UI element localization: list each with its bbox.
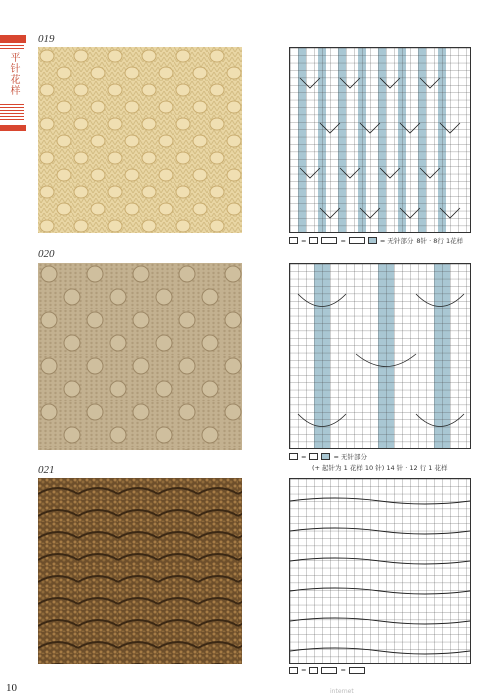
pattern-number: 020	[38, 248, 55, 260]
watermark: internet	[330, 688, 354, 695]
side-tab-lines	[0, 45, 24, 51]
legend-symbol-blank	[289, 453, 298, 460]
legend-symbol-dash	[309, 667, 318, 674]
chart-subnote-020: (+ 起针为 1 花样 10 针) 14 针 · 12 行 1 花样	[312, 464, 448, 472]
legend-symbol-blank	[289, 237, 298, 244]
legend-symbol-dash	[309, 453, 318, 460]
legend-symbol-a	[321, 667, 337, 674]
knitting-chart-021	[289, 478, 471, 664]
legend-symbol-blue	[368, 237, 377, 244]
legend-symbol-blue	[321, 453, 330, 460]
chart-legend-021: = =	[289, 666, 365, 674]
knitting-chart-019	[289, 47, 471, 233]
page-number: 10	[6, 682, 17, 694]
side-tab-label: 平针花样	[8, 52, 19, 96]
legend-symbol-blank	[289, 667, 298, 674]
side-tab-bar-bottom	[0, 125, 26, 131]
knit-swatch-photo	[38, 478, 242, 664]
legend-symbol-dash	[309, 237, 318, 244]
side-tab-lines-bottom	[0, 104, 24, 122]
knit-swatch-photo	[38, 47, 242, 233]
chart-legend-020: = = 无针部分	[289, 452, 367, 461]
legend-symbol-b	[349, 667, 365, 674]
legend-repeat: 8针 · 8行 1花样	[416, 237, 464, 245]
legend-symbol-b	[349, 237, 365, 244]
side-tab-bar	[0, 35, 26, 43]
legend-symbol-a	[321, 237, 337, 244]
chart-legend-019: = = = 无针部分 8针 · 8行 1花样	[289, 236, 463, 245]
knit-swatch-photo	[38, 263, 242, 450]
knitting-chart-020	[289, 263, 471, 449]
pattern-number: 019	[38, 33, 55, 45]
pattern-number: 021	[38, 464, 55, 476]
